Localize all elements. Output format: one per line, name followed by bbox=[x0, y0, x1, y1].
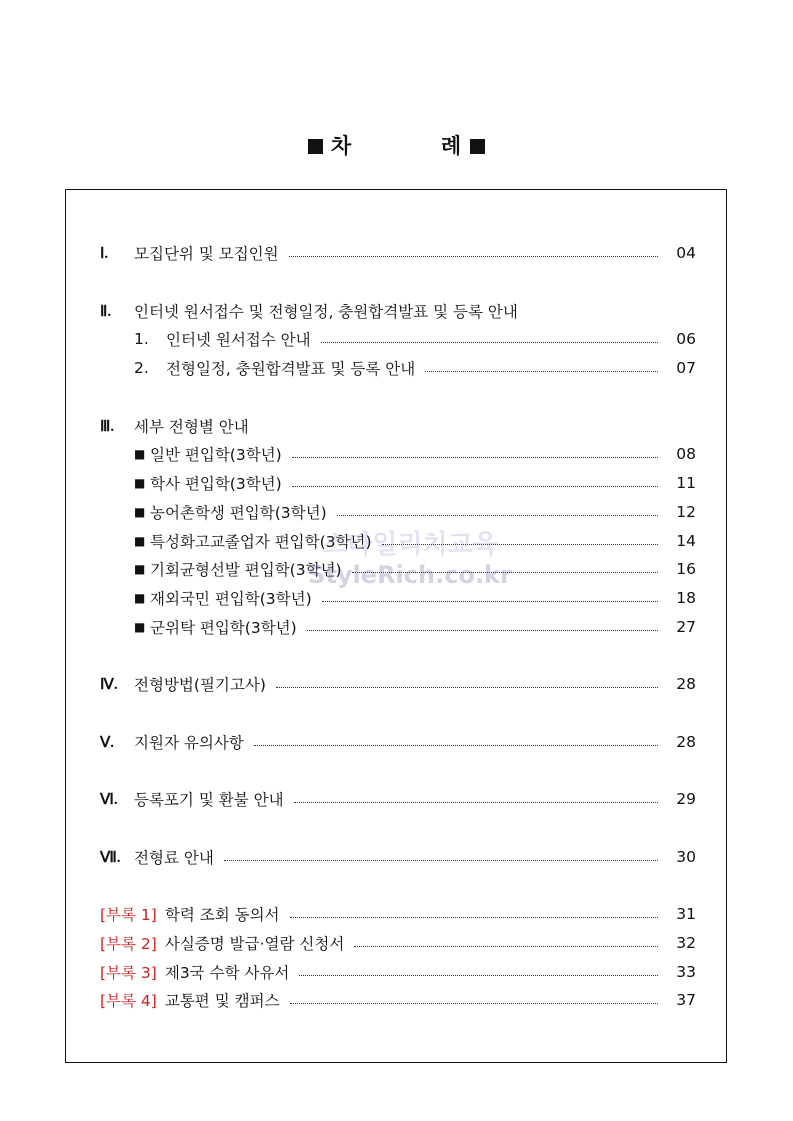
toc-entry-label: 세부 전형별 안내 bbox=[134, 418, 249, 436]
toc-page-number: 37 bbox=[676, 991, 696, 1009]
toc-leader-dots bbox=[354, 946, 658, 947]
toc-page-number: 18 bbox=[676, 589, 696, 607]
square-bullet-icon: ■ bbox=[134, 476, 146, 490]
toc-leader-dots bbox=[299, 975, 658, 976]
toc-entry[interactable] bbox=[100, 299, 696, 323]
toc-leader-dots bbox=[322, 601, 658, 602]
toc-entry-label: 일반 편입학(3학년) bbox=[150, 446, 282, 464]
toc-appendix-tag: [부록 3] bbox=[100, 964, 157, 982]
toc-page-number: 27 bbox=[676, 618, 696, 636]
title-char-2: 례 bbox=[440, 134, 463, 158]
toc-page-number: 30 bbox=[676, 848, 696, 866]
toc-entry-label: 특성화고교졸업자 편입학(3학년) bbox=[150, 533, 372, 551]
toc-page-number: 06 bbox=[676, 330, 696, 348]
toc-entry-label: 모집단위 및 모집인원 bbox=[134, 245, 279, 263]
square-bullet-icon: ■ bbox=[134, 562, 146, 576]
toc-leader-dots bbox=[224, 860, 658, 861]
toc-leader-dots bbox=[290, 917, 658, 918]
toc-page-number: 12 bbox=[676, 503, 696, 521]
toc-entry[interactable] bbox=[100, 672, 696, 696]
toc-entry-label: 재외국민 편입학(3학년) bbox=[150, 590, 312, 608]
watermark bbox=[290, 530, 530, 590]
toc-entry[interactable] bbox=[100, 327, 696, 351]
toc-subsection-number: 1. bbox=[134, 330, 149, 348]
toc-page-number: 28 bbox=[676, 733, 696, 751]
toc-entry-label: 군위탁 편입학(3학년) bbox=[150, 619, 297, 637]
toc-entry[interactable] bbox=[100, 988, 696, 1012]
toc-appendix-tag: [부록 2] bbox=[100, 935, 157, 953]
page-title bbox=[0, 130, 793, 160]
toc-leader-dots bbox=[307, 630, 658, 631]
square-bullet-icon: ■ bbox=[134, 620, 146, 634]
toc-entry-label: 등록포기 및 환불 안내 bbox=[134, 791, 284, 809]
toc-page-number: 08 bbox=[676, 445, 696, 463]
black-square-icon bbox=[470, 139, 485, 154]
toc-section-number: Ⅴ. bbox=[100, 734, 115, 751]
toc-entry-label: 전형일정, 충원합격발표 및 등록 안내 bbox=[166, 360, 416, 378]
toc-section-number: Ⅵ. bbox=[100, 791, 118, 808]
toc-entry-label: 전형료 안내 bbox=[134, 849, 214, 867]
square-bullet-icon: ■ bbox=[134, 591, 146, 605]
toc-entry[interactable] bbox=[100, 615, 696, 639]
toc-leader-dots bbox=[321, 342, 658, 343]
toc-page-number: 29 bbox=[676, 790, 696, 808]
toc-entry-label: 인터넷 원서접수 및 전형일정, 충원합격발표 및 등록 안내 bbox=[134, 303, 518, 321]
square-bullet-icon: ■ bbox=[134, 447, 146, 461]
toc-leader-dots bbox=[337, 515, 658, 516]
toc-entry[interactable] bbox=[100, 960, 696, 984]
toc-entry-label: 지원자 유의사항 bbox=[134, 734, 244, 752]
toc-entry-label: 기회균형선발 편입학(3학년) bbox=[150, 561, 342, 579]
toc-entry[interactable] bbox=[100, 471, 696, 495]
toc-section-number: Ⅶ. bbox=[100, 849, 121, 866]
title-char-1: 차 bbox=[330, 134, 353, 158]
toc-entry-label: 교통편 및 캠퍼스 bbox=[164, 992, 280, 1010]
toc-entry-label: 학사 편입학(3학년) bbox=[150, 475, 282, 493]
toc-page-number: 31 bbox=[676, 905, 696, 923]
toc-entry-label: 농어촌학생 편입학(3학년) bbox=[150, 504, 327, 522]
toc-entry[interactable] bbox=[100, 500, 696, 524]
toc-section-number: Ⅲ. bbox=[100, 418, 115, 435]
toc-page-number: 33 bbox=[676, 963, 696, 981]
toc-leader-dots bbox=[292, 486, 658, 487]
toc-page-number: 16 bbox=[676, 560, 696, 578]
toc-entry-label: 제3국 수학 사유서 bbox=[164, 964, 290, 982]
toc-leader-dots bbox=[289, 256, 658, 257]
toc-appendix-tag: [부록 1] bbox=[100, 906, 157, 924]
toc-entry-label: 전형방법(필기고사) bbox=[134, 676, 266, 694]
watermark-line-2: StyleRich.co.kr bbox=[308, 561, 512, 590]
toc-appendix-tag: [부록 4] bbox=[100, 992, 157, 1010]
toc-leader-dots bbox=[425, 371, 658, 372]
toc-entry[interactable] bbox=[100, 787, 696, 811]
toc-section-number: Ⅱ. bbox=[100, 303, 112, 320]
toc-page-number: 14 bbox=[676, 532, 696, 550]
toc-page-number: 28 bbox=[676, 675, 696, 693]
toc-page-number: 07 bbox=[676, 359, 696, 377]
toc-entry[interactable] bbox=[100, 241, 696, 265]
watermark-line-1: 스타일리치교육 bbox=[322, 530, 498, 560]
square-bullet-icon: ■ bbox=[134, 505, 146, 519]
toc-leader-dots bbox=[276, 687, 658, 688]
toc-subsection-number: 2. bbox=[134, 359, 149, 377]
square-bullet-icon: ■ bbox=[134, 534, 146, 548]
toc-page-number: 04 bbox=[676, 244, 696, 262]
toc-entry[interactable] bbox=[100, 931, 696, 955]
toc-leader-dots bbox=[294, 802, 658, 803]
toc-entry[interactable] bbox=[100, 442, 696, 466]
toc-entry-label: 사실증명 발급·열람 신청서 bbox=[164, 935, 345, 953]
toc-entry[interactable] bbox=[100, 845, 696, 869]
toc-entry[interactable] bbox=[100, 730, 696, 754]
toc-leader-dots bbox=[292, 457, 658, 458]
toc-leader-dots bbox=[254, 745, 658, 746]
toc-entry[interactable] bbox=[100, 902, 696, 926]
toc-leader-dots bbox=[290, 1003, 658, 1004]
toc-entry[interactable] bbox=[100, 414, 696, 438]
toc-page-number: 32 bbox=[676, 934, 696, 952]
toc-entry-label: 인터넷 원서접수 안내 bbox=[166, 331, 311, 349]
toc-page-number: 11 bbox=[676, 474, 696, 492]
toc-entry-label: 학력 조회 동의서 bbox=[164, 906, 280, 924]
black-square-icon bbox=[308, 139, 323, 154]
toc-section-number: Ⅳ. bbox=[100, 676, 118, 693]
toc-section-number: Ⅰ. bbox=[100, 245, 109, 262]
toc-entry[interactable] bbox=[100, 356, 696, 380]
